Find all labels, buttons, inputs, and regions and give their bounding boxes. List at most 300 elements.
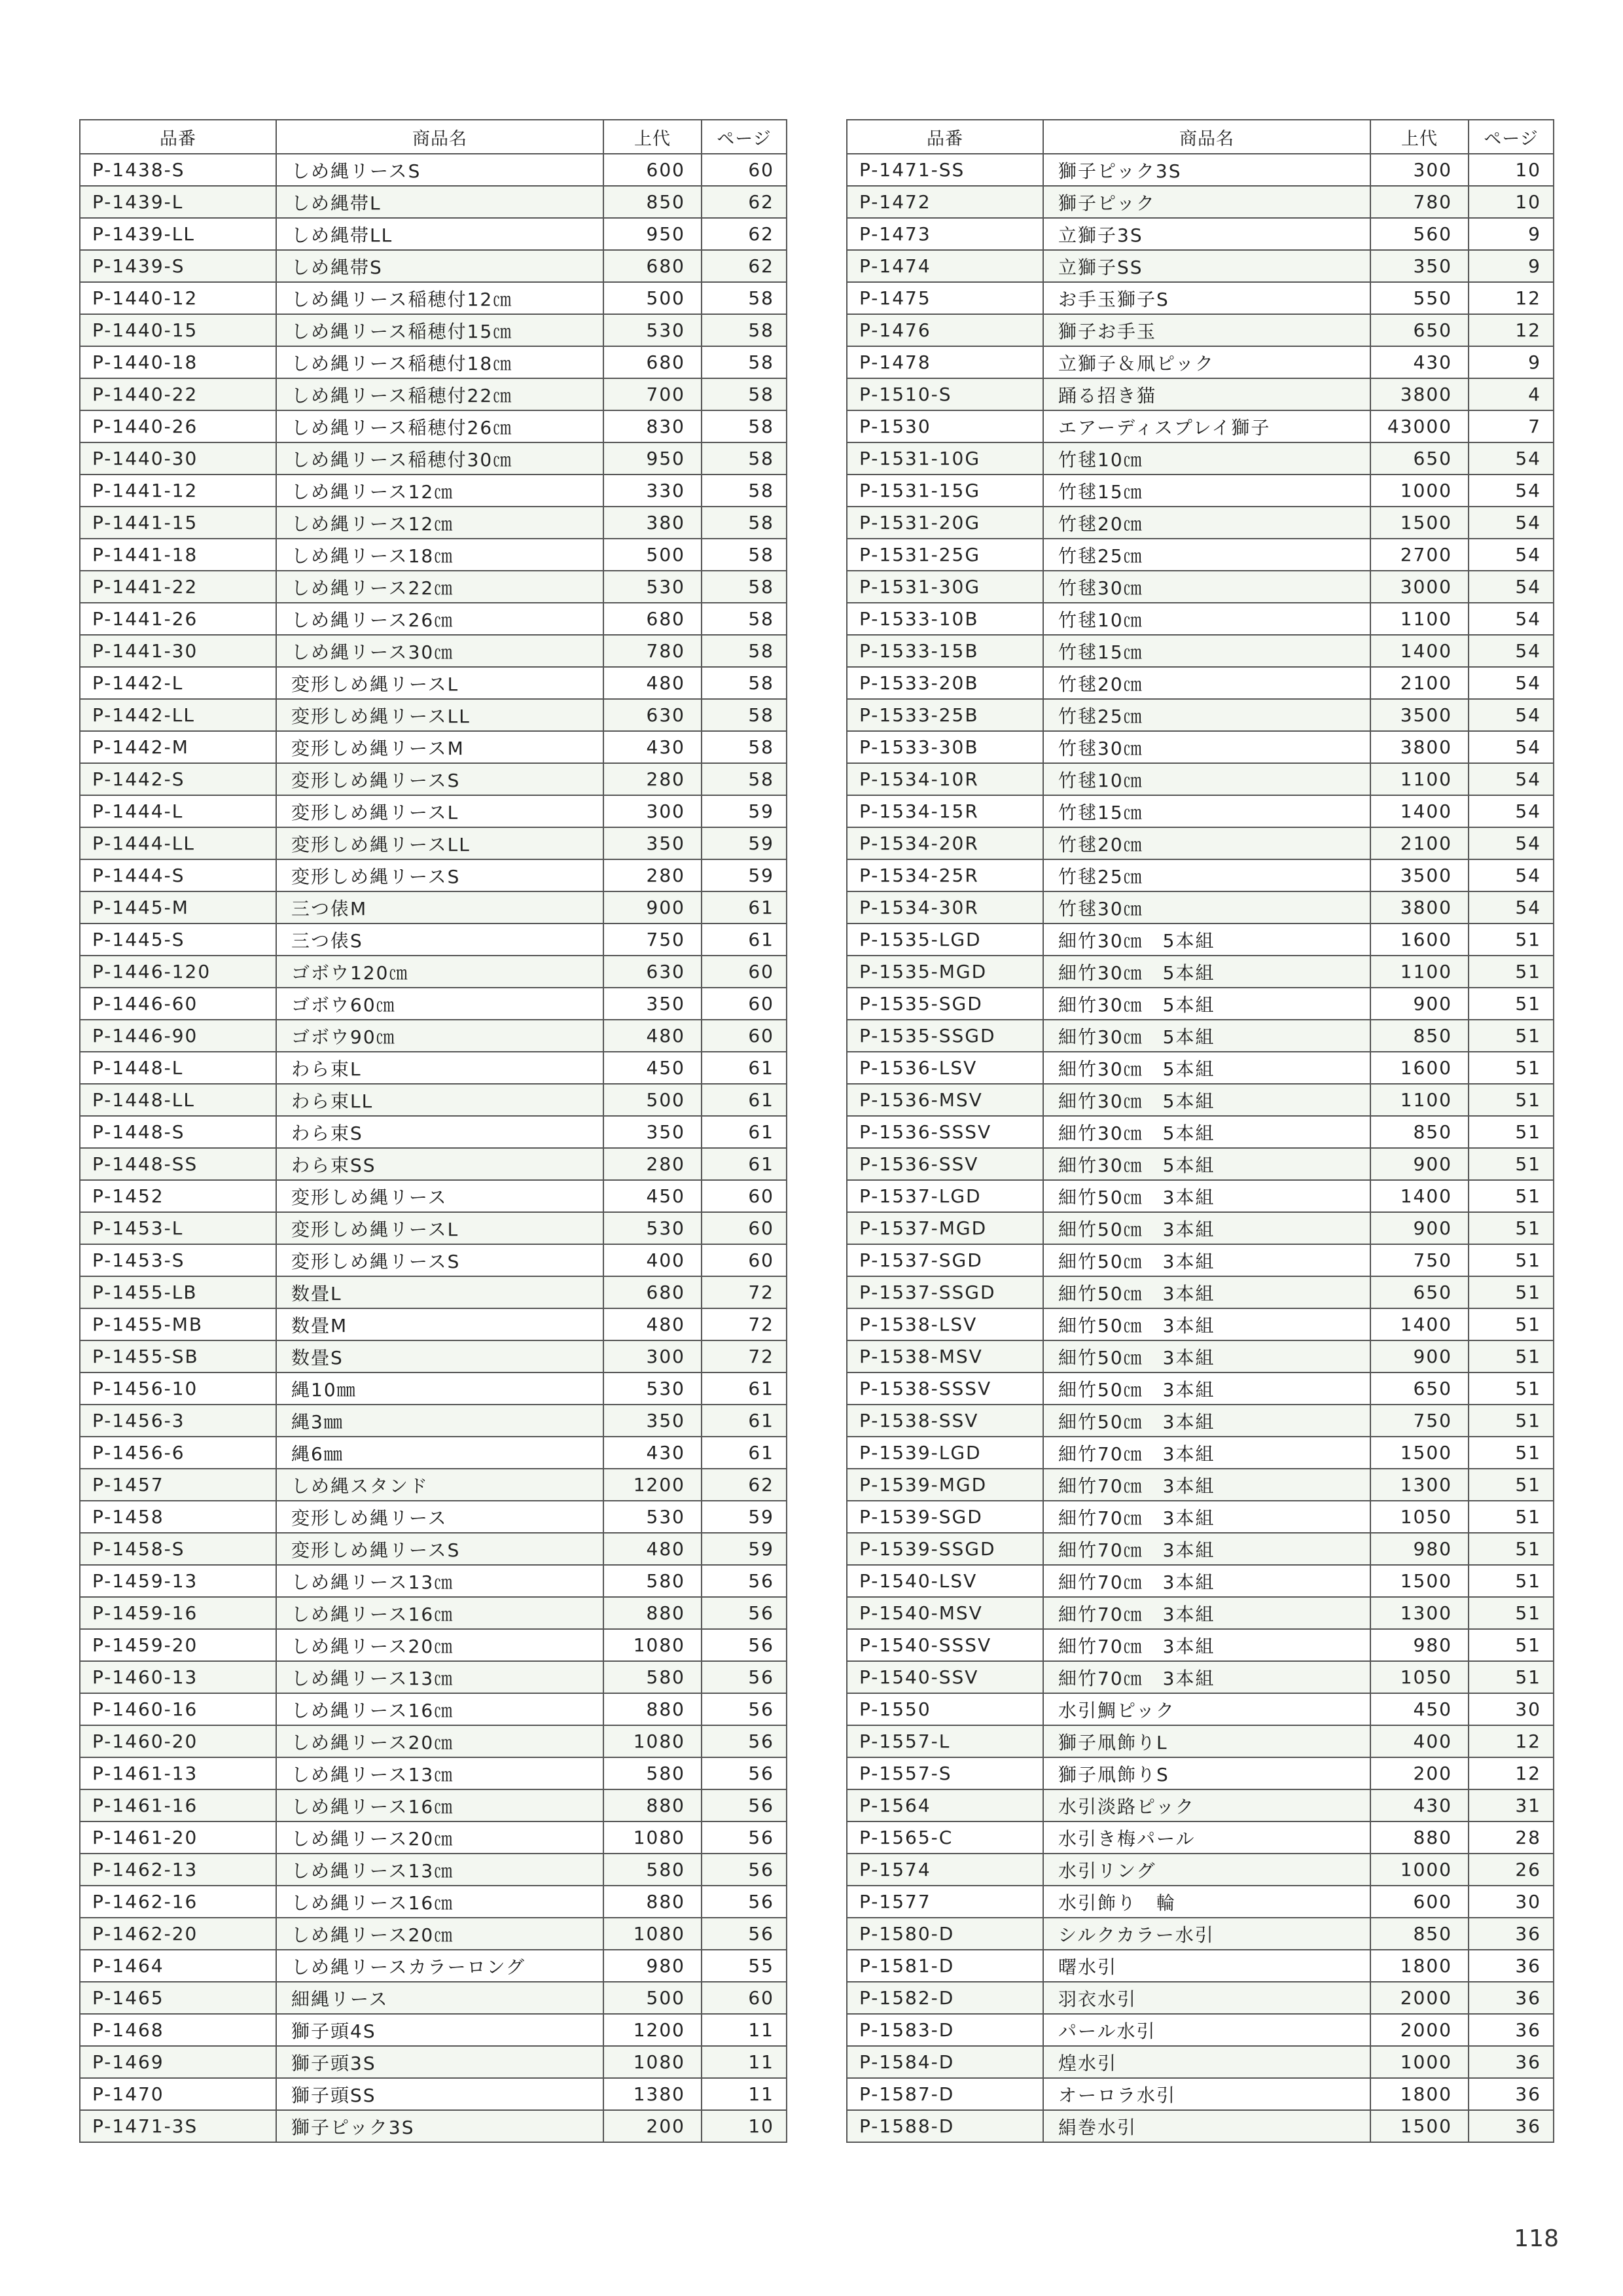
page-ref-cell: 61 [702,1372,787,1405]
table-row [847,1661,1554,1693]
product-code-cell: P-1456-6 [80,1437,276,1469]
price-cell: 2100 [1370,827,1469,859]
table-row [80,1533,787,1565]
price-cell: 850 [1370,1020,1469,1052]
product-code-cell: P-1583-D [847,2014,1043,2046]
product-code-cell: P-1446-120 [80,956,276,988]
product-code-cell: P-1531-15G [847,475,1043,507]
page-ref-cell: 56 [702,1725,787,1757]
price-list-table-right [846,119,1554,2143]
table-row [80,891,787,924]
page-ref-cell: 61 [702,1148,787,1180]
page-ref-cell: 51 [1469,1340,1554,1372]
product-name-cell: 羽衣水引 [1043,1982,1370,2014]
product-name-cell: 細竹70㎝ 3本組 [1043,1501,1370,1533]
product-name-cell: 竹毬20㎝ [1043,507,1370,539]
page-ref-cell: 54 [1469,635,1554,667]
price-cell: 1300 [1370,1597,1469,1629]
price-cell: 650 [1370,1276,1469,1308]
page-ref-cell: 28 [1469,1821,1554,1854]
product-name-cell: 獅子ピック3S [276,2110,603,2142]
price-cell: 1400 [1370,635,1469,667]
table-row [80,282,787,314]
product-code-cell: P-1534-15R [847,795,1043,827]
product-name-cell: 変形しめ縄リースLL [276,699,603,731]
product-name-cell: 獅子頭3S [276,2046,603,2078]
product-name-cell: 竹毬20㎝ [1043,667,1370,699]
product-name-cell: 竹毬30㎝ [1043,891,1370,924]
price-cell: 1500 [1370,2110,1469,2142]
product-code-cell: P-1442-L [80,667,276,699]
product-code-cell: P-1531-30G [847,571,1043,603]
table-row [847,1501,1554,1533]
product-code-cell: P-1442-S [80,763,276,795]
table-row [847,1821,1554,1854]
price-cell: 750 [1370,1244,1469,1276]
table-row [80,1854,787,1886]
product-name-cell: 竹毬20㎝ [1043,827,1370,859]
price-cell: 560 [1370,218,1469,250]
product-code-cell: P-1461-13 [80,1757,276,1789]
table-row [80,378,787,410]
price-cell: 450 [603,1052,702,1084]
page-ref-cell: 4 [1469,378,1554,410]
product-name-cell: 三つ俵M [276,891,603,924]
page-ref-cell: 60 [702,1212,787,1244]
product-code-cell: P-1535-LGD [847,924,1043,956]
table-row [847,2110,1554,2142]
product-code-cell: P-1455-SB [80,1340,276,1372]
product-code-cell: P-1475 [847,282,1043,314]
product-code-cell: P-1460-13 [80,1661,276,1693]
product-name-cell: しめ縄リース30㎝ [276,635,603,667]
price-cell: 580 [603,1854,702,1886]
product-name-cell: 獅子ピック [1043,186,1370,218]
price-cell: 1100 [1370,603,1469,635]
page-ref-cell: 54 [1469,539,1554,571]
product-code-cell: P-1456-10 [80,1372,276,1405]
table-row [80,1212,787,1244]
table-row [847,1533,1554,1565]
product-code-cell: P-1439-S [80,250,276,282]
table-row [80,1950,787,1982]
page-ref-cell: 56 [702,1597,787,1629]
table-row [80,1661,787,1693]
table-row [847,1372,1554,1405]
page-ref-cell: 58 [702,571,787,603]
page-ref-cell: 51 [1469,1276,1554,1308]
table-row [847,1565,1554,1597]
table-row [80,2014,787,2046]
product-name-cell: 踊る招き猫 [1043,378,1370,410]
product-code-cell: P-1535-SSGD [847,1020,1043,1052]
table-row [847,635,1554,667]
header-page: ページ [1469,120,1554,154]
page-ref-cell: 54 [1469,475,1554,507]
table-row [80,956,787,988]
table-row [847,475,1554,507]
product-name-cell: しめ縄リース20㎝ [276,1821,603,1854]
page-ref-cell: 58 [702,763,787,795]
product-name-cell: 細竹30㎝ 5本組 [1043,1084,1370,1116]
product-name-cell: シルクカラー水引 [1043,1918,1370,1950]
product-name-cell: 細縄リース [276,1982,603,2014]
product-name-cell: しめ縄リース稲穂付12㎝ [276,282,603,314]
product-name-cell: 細竹50㎝ 3本組 [1043,1180,1370,1212]
product-name-cell: 立獅子SS [1043,250,1370,282]
product-name-cell: 変形しめ縄リースS [276,1533,603,1565]
page-ref-cell: 9 [1469,218,1554,250]
table-row [80,603,787,635]
product-code-cell: P-1440-26 [80,410,276,442]
product-name-cell: オーロラ水引 [1043,2078,1370,2110]
table-row [847,1308,1554,1340]
product-code-cell: P-1448-SS [80,1148,276,1180]
table-row [80,154,787,186]
price-cell: 200 [1370,1757,1469,1789]
product-code-cell: P-1538-SSSV [847,1372,1043,1405]
price-cell: 530 [603,571,702,603]
price-cell: 1080 [603,1918,702,1950]
page-ref-cell: 30 [1469,1886,1554,1918]
table-row [80,1597,787,1629]
price-cell: 950 [603,218,702,250]
page-ref-cell: 11 [702,2014,787,2046]
page-ref-cell: 59 [702,1533,787,1565]
table-row [847,763,1554,795]
price-cell: 1400 [1370,795,1469,827]
page-ref-cell: 9 [1469,346,1554,378]
page-ref-cell: 58 [702,603,787,635]
product-code-cell: P-1460-16 [80,1693,276,1725]
price-cell: 550 [1370,282,1469,314]
price-cell: 400 [603,1244,702,1276]
product-code-cell: P-1438-S [80,154,276,186]
table-row [847,2014,1554,2046]
page-ref-cell: 58 [702,635,787,667]
price-cell: 900 [1370,1340,1469,1372]
price-cell: 1200 [603,2014,702,2046]
table-row [847,539,1554,571]
price-cell: 280 [603,1148,702,1180]
table-row [80,250,787,282]
product-name-cell: 細竹70㎝ 3本組 [1043,1469,1370,1501]
product-code-cell: P-1456-3 [80,1405,276,1437]
header-code: 品番 [847,120,1043,154]
product-code-cell: P-1440-12 [80,282,276,314]
price-cell: 300 [603,795,702,827]
page-ref-cell: 31 [1469,1789,1554,1821]
page-ref-cell: 51 [1469,1597,1554,1629]
price-cell: 1100 [1370,956,1469,988]
table-row [80,1405,787,1437]
price-cell: 650 [1370,1372,1469,1405]
product-name-cell: しめ縄リース26㎝ [276,603,603,635]
page-ref-cell: 60 [702,1244,787,1276]
product-code-cell: P-1440-30 [80,442,276,475]
price-cell: 350 [1370,250,1469,282]
product-code-cell: P-1468 [80,2014,276,2046]
page-ref-cell: 54 [1469,763,1554,795]
table-row [80,1308,787,1340]
header-price: 上代 [1370,120,1469,154]
price-cell: 1800 [1370,1950,1469,1982]
price-cell: 880 [603,1886,702,1918]
price-cell: 2000 [1370,2014,1469,2046]
page-ref-cell: 30 [1469,1693,1554,1725]
price-cell: 480 [603,1533,702,1565]
table-row [80,571,787,603]
page-ref-cell: 60 [702,1020,787,1052]
price-cell: 480 [603,1308,702,1340]
product-code-cell: P-1444-L [80,795,276,827]
table-row [80,1244,787,1276]
product-name-cell: 細竹50㎝ 3本組 [1043,1372,1370,1405]
product-name-cell: 数畳S [276,1340,603,1372]
product-name-cell: しめ縄リースカラーロング [276,1950,603,1982]
page-ref-cell: 51 [1469,1148,1554,1180]
page-ref-cell: 56 [702,1565,787,1597]
product-code-cell: P-1471-3S [80,2110,276,2142]
page-ref-cell: 51 [1469,1405,1554,1437]
page-ref-cell: 61 [702,1116,787,1148]
price-cell: 1080 [603,1821,702,1854]
table-row [847,1918,1554,1950]
page-ref-cell: 56 [702,1757,787,1789]
table-row [80,442,787,475]
price-cell: 1500 [1370,1565,1469,1597]
product-code-cell: P-1448-LL [80,1084,276,1116]
table-row [847,1052,1554,1084]
product-code-cell: P-1540-SSSV [847,1629,1043,1661]
table-row [847,1629,1554,1661]
table-row [80,1821,787,1854]
table-row [80,1180,787,1212]
product-name-cell: 細竹50㎝ 3本組 [1043,1340,1370,1372]
table-row [80,795,787,827]
page-ref-cell: 36 [1469,2110,1554,2142]
product-name-cell: わら束LL [276,1084,603,1116]
page-ref-cell: 60 [702,1982,787,2014]
table-row [80,635,787,667]
price-cell: 580 [603,1565,702,1597]
product-code-cell: P-1584-D [847,2046,1043,2078]
page-ref-cell: 26 [1469,1854,1554,1886]
price-cell: 600 [603,154,702,186]
product-code-cell: P-1448-L [80,1052,276,1084]
product-name-cell: 細竹50㎝ 3本組 [1043,1212,1370,1244]
page-ref-cell: 58 [702,475,787,507]
product-name-cell: しめ縄リースS [276,154,603,186]
price-cell: 600 [1370,1886,1469,1918]
product-code-cell: P-1461-20 [80,1821,276,1854]
price-cell: 530 [603,1501,702,1533]
price-cell: 1080 [603,1725,702,1757]
price-cell: 3800 [1370,891,1469,924]
table-row [847,2046,1554,2078]
price-cell: 300 [1370,154,1469,186]
product-name-cell: しめ縄リース16㎝ [276,1693,603,1725]
page-ref-cell: 61 [702,891,787,924]
table-row [847,1693,1554,1725]
product-code-cell: P-1538-LSV [847,1308,1043,1340]
table-body-left [80,154,787,2142]
table-row [80,1693,787,1725]
price-cell: 780 [603,635,702,667]
product-code-cell: P-1462-20 [80,1918,276,1950]
page-ref-cell: 61 [702,1052,787,1084]
product-name-cell: 数畳L [276,1276,603,1308]
product-name-cell: しめ縄リース13㎝ [276,1661,603,1693]
table-row [80,1982,787,2014]
price-cell: 2100 [1370,667,1469,699]
product-name-cell: しめ縄帯LL [276,218,603,250]
product-code-cell: P-1536-SSV [847,1148,1043,1180]
price-cell: 650 [1370,442,1469,475]
product-code-cell: P-1439-LL [80,218,276,250]
table-row [847,571,1554,603]
table-row [847,924,1554,956]
table-row [847,1437,1554,1469]
product-name-cell: 細竹30㎝ 5本組 [1043,1020,1370,1052]
price-cell: 280 [603,763,702,795]
product-code-cell: P-1473 [847,218,1043,250]
product-code-cell: P-1440-22 [80,378,276,410]
price-cell: 580 [603,1661,702,1693]
page-ref-cell: 54 [1469,699,1554,731]
product-name-cell: 数畳M [276,1308,603,1340]
product-name-cell: 獅子ピック3S [1043,154,1370,186]
price-cell: 1400 [1370,1308,1469,1340]
table-row [847,603,1554,635]
product-name-cell: 細竹70㎝ 3本組 [1043,1565,1370,1597]
product-name-cell: 細竹70㎝ 3本組 [1043,1437,1370,1469]
table-row [847,1180,1554,1212]
table-row [847,859,1554,891]
product-code-cell: P-1471-SS [847,154,1043,186]
product-name-cell: パール水引 [1043,2014,1370,2046]
price-cell: 680 [603,250,702,282]
page-ref-cell: 54 [1469,891,1554,924]
price-cell: 1100 [1370,1084,1469,1116]
product-name-cell: 細竹50㎝ 3本組 [1043,1276,1370,1308]
product-name-cell: 竹毬30㎝ [1043,731,1370,763]
price-cell: 450 [1370,1693,1469,1725]
price-cell: 1380 [603,2078,702,2110]
product-code-cell: P-1540-LSV [847,1565,1043,1597]
table-row [80,1565,787,1597]
page-ref-cell: 54 [1469,442,1554,475]
product-name-cell: しめ縄リース稲穂付22㎝ [276,378,603,410]
product-code-cell: P-1469 [80,2046,276,2078]
price-cell: 980 [603,1950,702,1982]
price-cell: 1000 [1370,475,1469,507]
product-name-cell: 水引き梅パール [1043,1821,1370,1854]
product-name-cell: ゴボウ120㎝ [276,956,603,988]
product-name-cell: 曙水引 [1043,1950,1370,1982]
price-cell: 2000 [1370,1982,1469,2014]
product-code-cell: P-1459-16 [80,1597,276,1629]
page-ref-cell: 51 [1469,1372,1554,1405]
table-row [80,2110,787,2142]
product-code-cell: P-1557-S [847,1757,1043,1789]
product-code-cell: P-1472 [847,186,1043,218]
product-name-cell: わら束SS [276,1148,603,1180]
price-cell: 500 [603,1084,702,1116]
page-ref-cell: 58 [702,378,787,410]
price-cell: 630 [603,699,702,731]
page-ref-cell: 51 [1469,1469,1554,1501]
table-row [847,988,1554,1020]
price-cell: 750 [603,924,702,956]
page-ref-cell: 51 [1469,1629,1554,1661]
price-cell: 1800 [1370,2078,1469,2110]
product-code-cell: P-1537-LGD [847,1180,1043,1212]
page-ref-cell: 61 [702,1084,787,1116]
price-cell: 900 [603,891,702,924]
table-row [80,2046,787,2078]
product-code-cell: P-1574 [847,1854,1043,1886]
page-ref-cell: 10 [702,2110,787,2142]
product-name-cell: 細竹50㎝ 3本組 [1043,1308,1370,1340]
price-cell: 830 [603,410,702,442]
table-row [80,410,787,442]
page-ref-cell: 51 [1469,1501,1554,1533]
header-code: 品番 [80,120,276,154]
price-cell: 300 [603,1340,702,1372]
product-name-cell: 細竹30㎝ 5本組 [1043,1148,1370,1180]
product-name-cell: 獅子頭SS [276,2078,603,2110]
product-name-cell: 竹毬10㎝ [1043,442,1370,475]
table-row [80,1886,787,1918]
price-cell: 750 [1370,1405,1469,1437]
page-ref-cell: 11 [702,2078,787,2110]
product-name-cell: ゴボウ60㎝ [276,988,603,1020]
product-code-cell: P-1533-10B [847,603,1043,635]
page-ref-cell: 59 [702,1501,787,1533]
price-cell: 1050 [1370,1661,1469,1693]
page-ref-cell: 12 [1469,1757,1554,1789]
table-row [80,763,787,795]
page-ref-cell: 51 [1469,956,1554,988]
page-ref-cell: 12 [1469,1725,1554,1757]
product-code-cell: P-1441-30 [80,635,276,667]
product-code-cell: P-1581-D [847,1950,1043,1982]
product-code-cell: P-1577 [847,1886,1043,1918]
table-row [80,1084,787,1116]
page-ref-cell: 51 [1469,1116,1554,1148]
page-ref-cell: 36 [1469,1982,1554,2014]
product-name-cell: 獅子凧飾りS [1043,1757,1370,1789]
product-code-cell: P-1448-S [80,1116,276,1148]
table-row [80,827,787,859]
page-number: 118 [1514,2225,1559,2252]
product-name-cell: 水引リング [1043,1854,1370,1886]
product-name-cell: 水引飾り 輪 [1043,1886,1370,1918]
product-name-cell: 立獅子3S [1043,218,1370,250]
product-code-cell: P-1440-15 [80,314,276,346]
page-ref-cell: 60 [702,154,787,186]
page-ref-cell: 61 [702,1405,787,1437]
table-row [80,1629,787,1661]
table-row [847,507,1554,539]
product-code-cell: P-1440-18 [80,346,276,378]
page-ref-cell: 58 [702,346,787,378]
product-name-cell: 獅子お手玉 [1043,314,1370,346]
page-ref-cell: 51 [1469,1661,1554,1693]
page-ref-cell: 60 [702,1180,787,1212]
price-cell: 680 [603,346,702,378]
